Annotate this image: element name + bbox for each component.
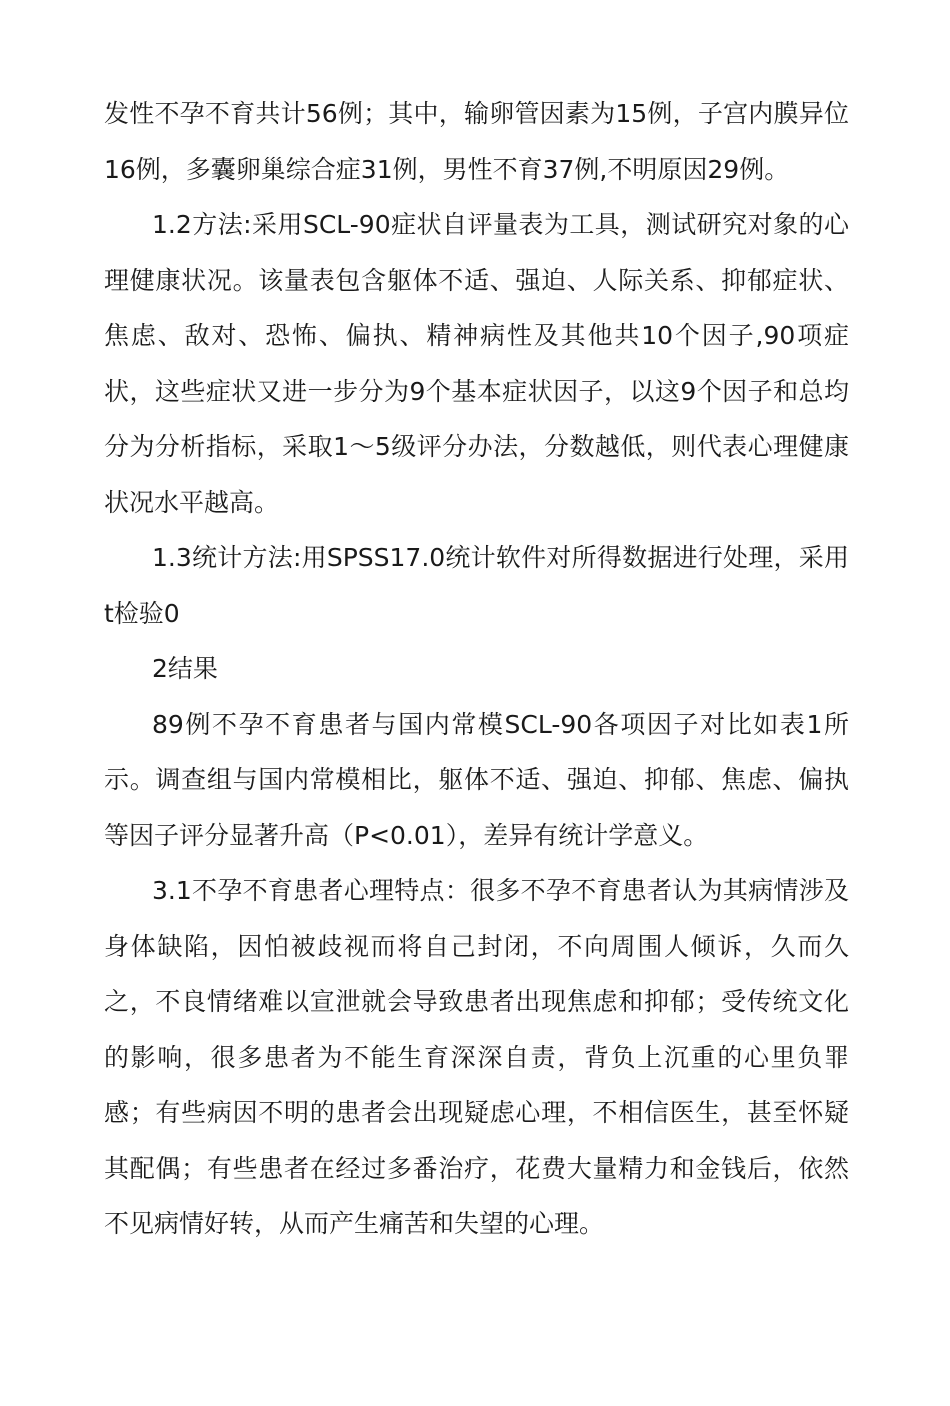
paragraph-results: 89例不孕不育患者与国内常模SCL-90各项因子对比如表1所示。调查组与国内常模相比，躯体不适、强迫、抑郁、焦虑、偏执等因子评分显著升高（P<0.01），差异有统计学意义。 <box>104 709 849 850</box>
paragraph-psychological-traits: 3.1不孕不育患者心理特点：很多不孕不育患者认为其病情涉及身体缺陷，因怕被歧视而将自己封闭，不向周围人倾诉，久而久之，不良情绪难以宣泄就会导致患者出现焦虑和抑郁；受传统文化的影响，很多患者为不能生育深深自责，背负上沉重的心里负罪感；有些病因不明的患者会出现疑虑心理，不相信医生，甚至怀疑其配偶；有些患者在经过多番治疗，花费大量精力和金钱后，依然不见病情好转，从而产生痛苦和失望的心理。 <box>104 876 849 1238</box>
section-heading-results: 2结果 <box>152 654 218 683</box>
paragraph-case-breakdown: 发性不孕不育共计56例；其中，输卵管因素为15例，子宫内膜异位16例，多囊卵巢综合症31例，男性不育37例,不明原因29例。 <box>104 99 849 184</box>
paragraph-statistics: 1.3统计方法:用SPSS17.0统计软件对所得数据进行处理，采用t检验0 <box>104 543 849 628</box>
document-body <box>104 86 849 1252</box>
paragraph-method: 1.2方法:采用SCL-90症状自评量表为工具，测试研究对象的心理健康状况。该量表包含躯体不适、强迫、人际关系、抑郁症状、焦虑、敌对、恐怖、偏执、精神病性及其他共10个因子,90项症状，这些症状又进一步分为9个基本症状因子，以这9个因子和总均分为分析指标，采取1〜5级评分办法，分数越低，则代表心理健康状况水平越高。 <box>104 210 849 517</box>
